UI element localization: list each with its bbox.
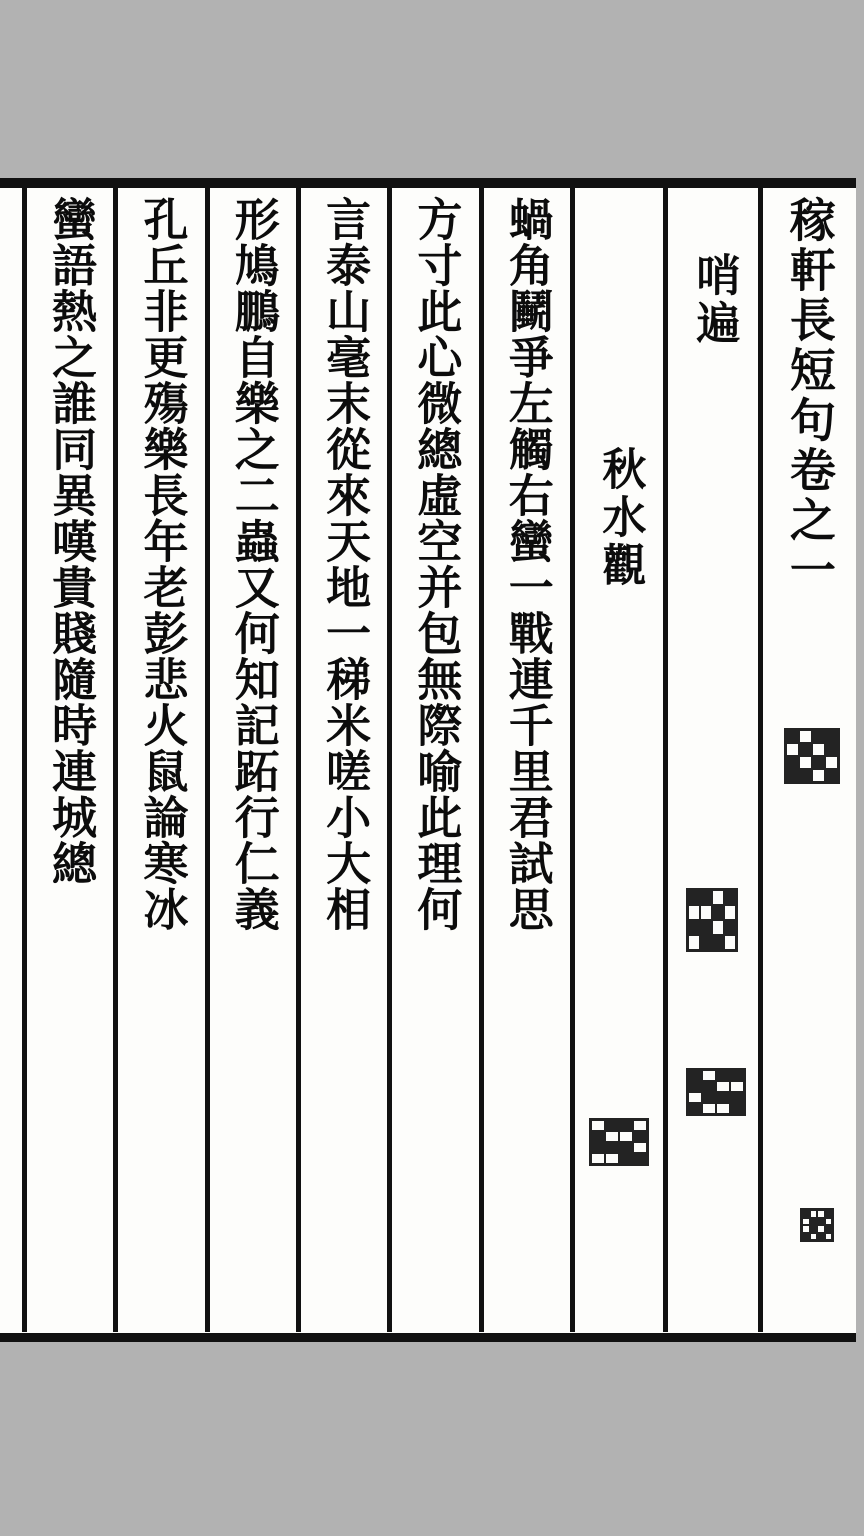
seal-upper-right (784, 728, 840, 784)
seal-small-right (800, 1208, 834, 1242)
seal-pattern (784, 728, 840, 784)
body-text-5: 孔丘非更殤樂長年老彭悲火鼠論寒冰 (135, 196, 189, 932)
seal-mid-right (686, 888, 738, 952)
seal-pattern (800, 1208, 834, 1242)
column-heading-1 (663, 188, 758, 1332)
title-text: 稼軒長短句卷之一 (782, 196, 837, 596)
frame-bottom-rule (0, 1333, 856, 1342)
column-body-6 (22, 188, 113, 1332)
seal-lower-center (589, 1118, 649, 1166)
column-body-3 (296, 188, 387, 1332)
column-body-1 (479, 188, 570, 1332)
body-text-1: 蝸角鬭爭左觸右蠻一戰連千里君試思 (500, 196, 554, 932)
seal-pattern (686, 888, 738, 952)
column-body-5 (113, 188, 204, 1332)
heading-text-1: 哨遍 (688, 252, 740, 348)
seal-pattern (686, 1068, 746, 1116)
text-columns (22, 188, 856, 1332)
frame-top-rule (0, 178, 856, 188)
seal-lower-right (686, 1068, 746, 1116)
heading-text-2: 秋水觀 (594, 446, 646, 590)
column-title (758, 188, 856, 1332)
column-body-2 (387, 188, 478, 1332)
body-text-4: 形鳩鵬自樂之二蟲又何知記跖行仁義 (226, 196, 280, 932)
seal-pattern (589, 1118, 649, 1166)
body-text-3: 言泰山毫末從來天地一稊米嗟小大相 (318, 196, 372, 932)
column-body-4 (205, 188, 296, 1332)
column-heading-2 (570, 188, 663, 1332)
page-leaf (0, 178, 856, 1342)
body-text-6: 蠻語熱之誰同異嘆貴賤隨時連城總 (44, 196, 98, 886)
body-text-2: 方寸此心微總虛空并包無際喻此理何 (409, 196, 463, 932)
